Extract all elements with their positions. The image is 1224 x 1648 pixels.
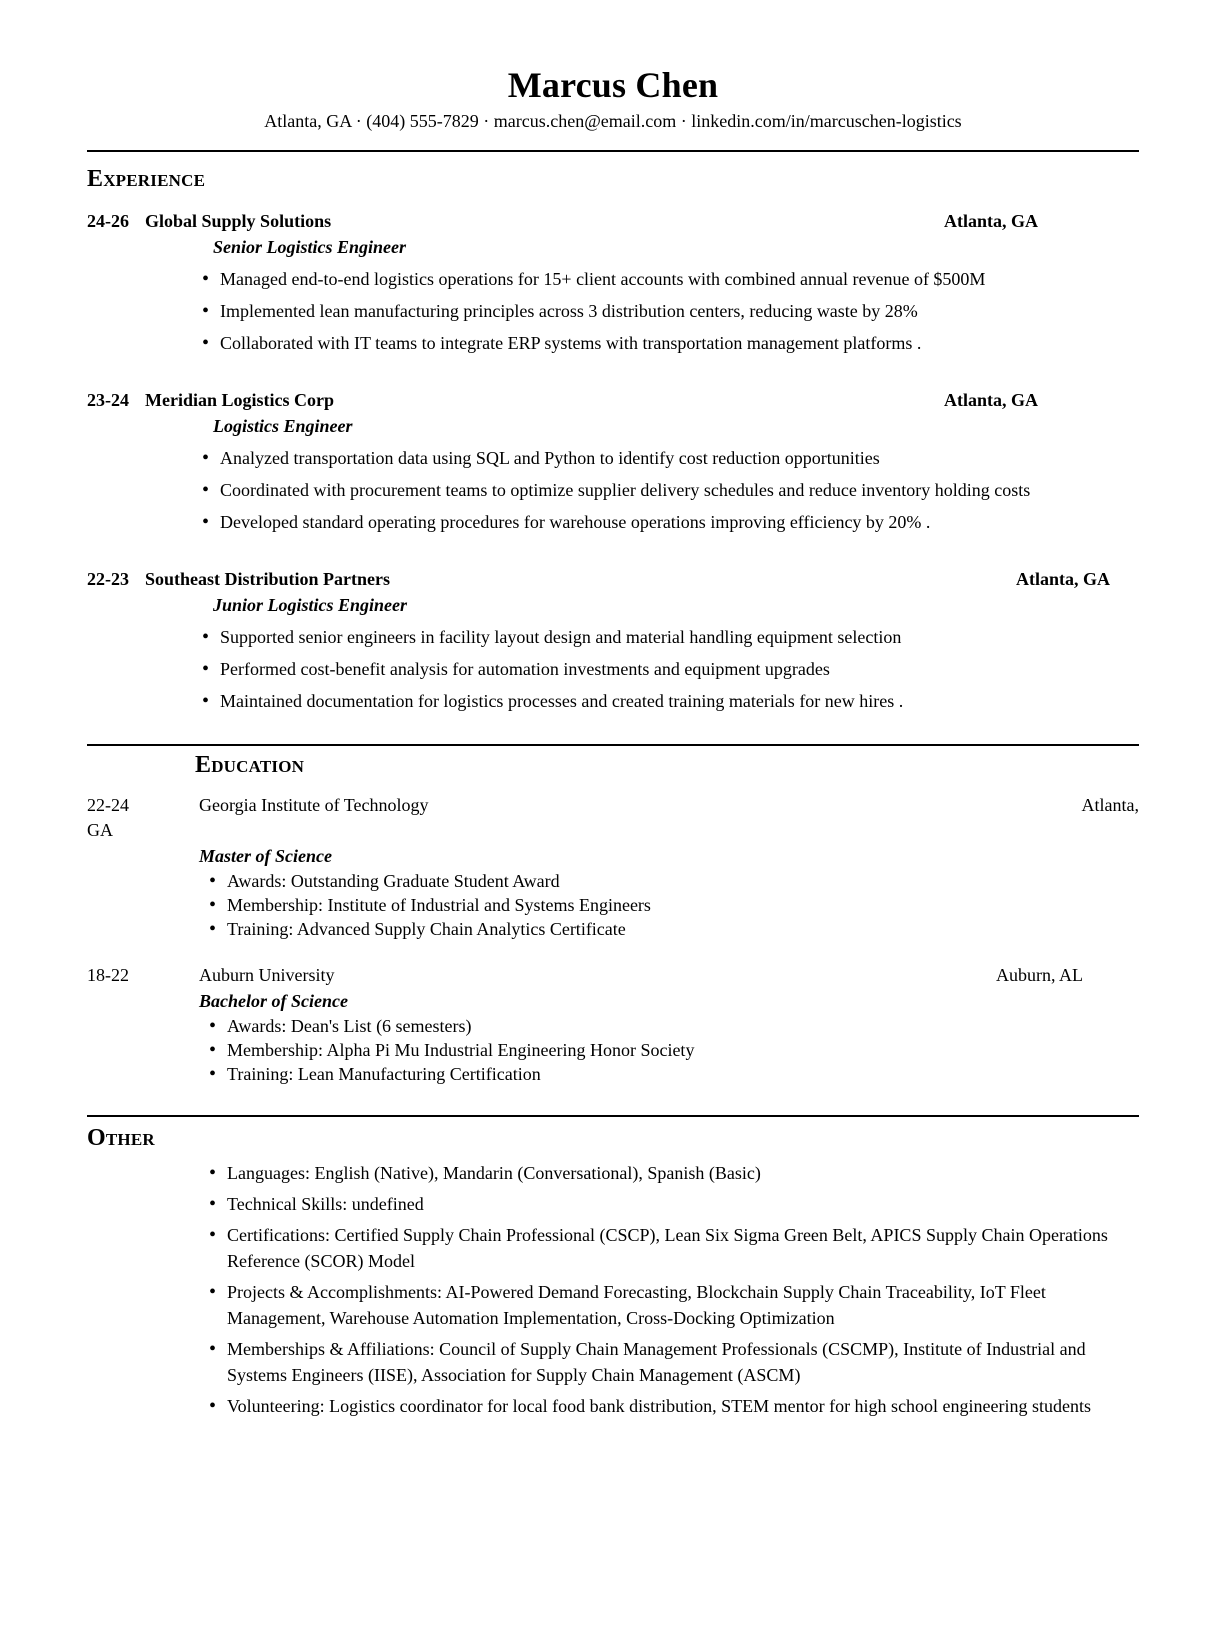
job-title: Senior Logistics Engineer [213,237,407,257]
other-bullet-item: • Certifications: Certified Supply Chain Professional (CSCP), Lean Six Sigma Green Belt, APICS Supply Chain Operations Reference (SCOR) Model [209,1222,1139,1274]
education-entries [87,793,1139,1086]
job-bullets [202,624,1139,714]
job-location: Atlanta, GA [1016,569,1110,589]
bullet-item: • Collaborated with IT teams to integrate ERP systems with transportation management platforms . [202,330,1139,356]
bullet-item: • Managed end-to-end logistics operations for 15+ client accounts with combined annual revenue of $500M [202,266,1139,292]
section-experience [87,165,1139,714]
school-header-row [87,793,1139,818]
section-heading-education: Education [195,752,305,778]
other-bullet-item: • Technical Skills: undefined [209,1191,1139,1217]
job-bullets [202,266,1139,356]
other-list [209,1160,1139,1419]
school-name: Auburn University [199,965,335,985]
bullet-item: • Supported senior engineers in facility layout design and material handling equipment selection [202,624,1139,650]
job-header-row [87,387,1139,413]
section-heading-experience: Experience [87,166,206,192]
job-entry [87,566,1139,714]
school-dates: 18-22 [87,965,129,985]
bullet-item: • Membership: Alpha Pi Mu Industrial Engineering Honor Society [209,1038,1139,1062]
school-name: Georgia Institute of Technology [199,795,429,815]
school-entry [87,793,1139,941]
job-title: Logistics Engineer [213,416,353,436]
degree-title: Master of Science [199,846,332,866]
other-bullet-item: • Languages: English (Native), Mandarin (Conversational), Spanish (Basic) [209,1160,1139,1186]
job-dates: 24-26 [87,211,129,231]
divider-top [87,150,1139,152]
bullet-item: • Maintained documentation for logistics processes and created training materials for new hires . [202,688,1139,714]
job-entry [87,208,1139,356]
job-location: Atlanta, GA [944,211,1038,231]
degree-title: Bachelor of Science [199,991,348,1011]
job-title: Junior Logistics Engineer [213,595,408,615]
section-heading-other: Other [87,1125,155,1151]
other-bullet-item: • Volunteering: Logistics coordinator for local food bank distribution, STEM mentor for high school engineering students [209,1393,1139,1419]
bullet-item: • Coordinated with procurement teams to optimize supplier delivery schedules and reduce inventory holding costs [202,477,1139,503]
bullet-item: • Implemented lean manufacturing principles across 3 distribution centers, reducing waste by 28% [202,298,1139,324]
school-header-row [87,963,1139,988]
other-bullet-item: • Memberships & Affiliations: Council of Supply Chain Management Professionals (CSCMP), Institute of Industrial and Systems Engineers (IISE), Association for Supply Chain Management (ASCM) [209,1336,1139,1388]
bullet-item: • Awards: Outstanding Graduate Student Award [209,869,1139,893]
bullet-item: • Membership: Institute of Industrial and Systems Engineers [209,893,1139,917]
school-bullets [209,1014,1139,1086]
bullet-item: • Performed cost-benefit analysis for automation investments and equipment upgrades [202,656,1139,682]
job-company: Southeast Distribution Partners [145,569,391,589]
job-header-row [87,566,1139,592]
school-location-wrap: GA [87,820,113,840]
job-company: Global Supply Solutions [145,211,332,231]
bullet-item: • Developed standard operating procedures for warehouse operations improving efficiency by 20% . [202,509,1139,535]
school-bullets [209,869,1139,941]
page-title: Marcus Chen [507,65,719,105]
resume-header [87,64,1139,134]
resume-page [87,64,1139,1419]
contact-line: Atlanta, GA · (404) 555-7829 · marcus.chen@email.com · linkedin.com/in/marcuschen-logistics [264,111,962,131]
job-location: Atlanta, GA [944,390,1038,410]
divider-other [87,1115,1139,1117]
section-other [87,1124,1139,1419]
bullet-item: • Analyzed transportation data using SQL and Python to identify cost reduction opportunities [202,445,1139,471]
bullet-item: • Awards: Dean's List (6 semesters) [209,1014,1139,1038]
job-dates: 23-24 [87,390,129,410]
school-entry [87,963,1139,1086]
section-education [87,751,1139,1086]
bullet-item: • Training: Lean Manufacturing Certification [209,1062,1139,1086]
school-dates: 22-24 [87,795,129,815]
job-dates: 22-23 [87,569,129,589]
job-entry [87,387,1139,535]
job-header-row [87,208,1139,234]
school-location: Auburn, AL [996,965,1083,985]
school-location: Atlanta, [1081,795,1139,815]
other-bullet-item: • Projects & Accomplishments: AI-Powered Demand Forecasting, Blockchain Supply Chain Traceability, IoT Fleet Management, Warehouse Automation Implementation, Cross-Docking Optimization [209,1279,1139,1331]
job-bullets [202,445,1139,535]
experience-entries [87,208,1139,714]
bullet-item: • Training: Advanced Supply Chain Analytics Certificate [209,917,1139,941]
divider-education [87,744,1139,746]
job-company: Meridian Logistics Corp [145,390,334,410]
